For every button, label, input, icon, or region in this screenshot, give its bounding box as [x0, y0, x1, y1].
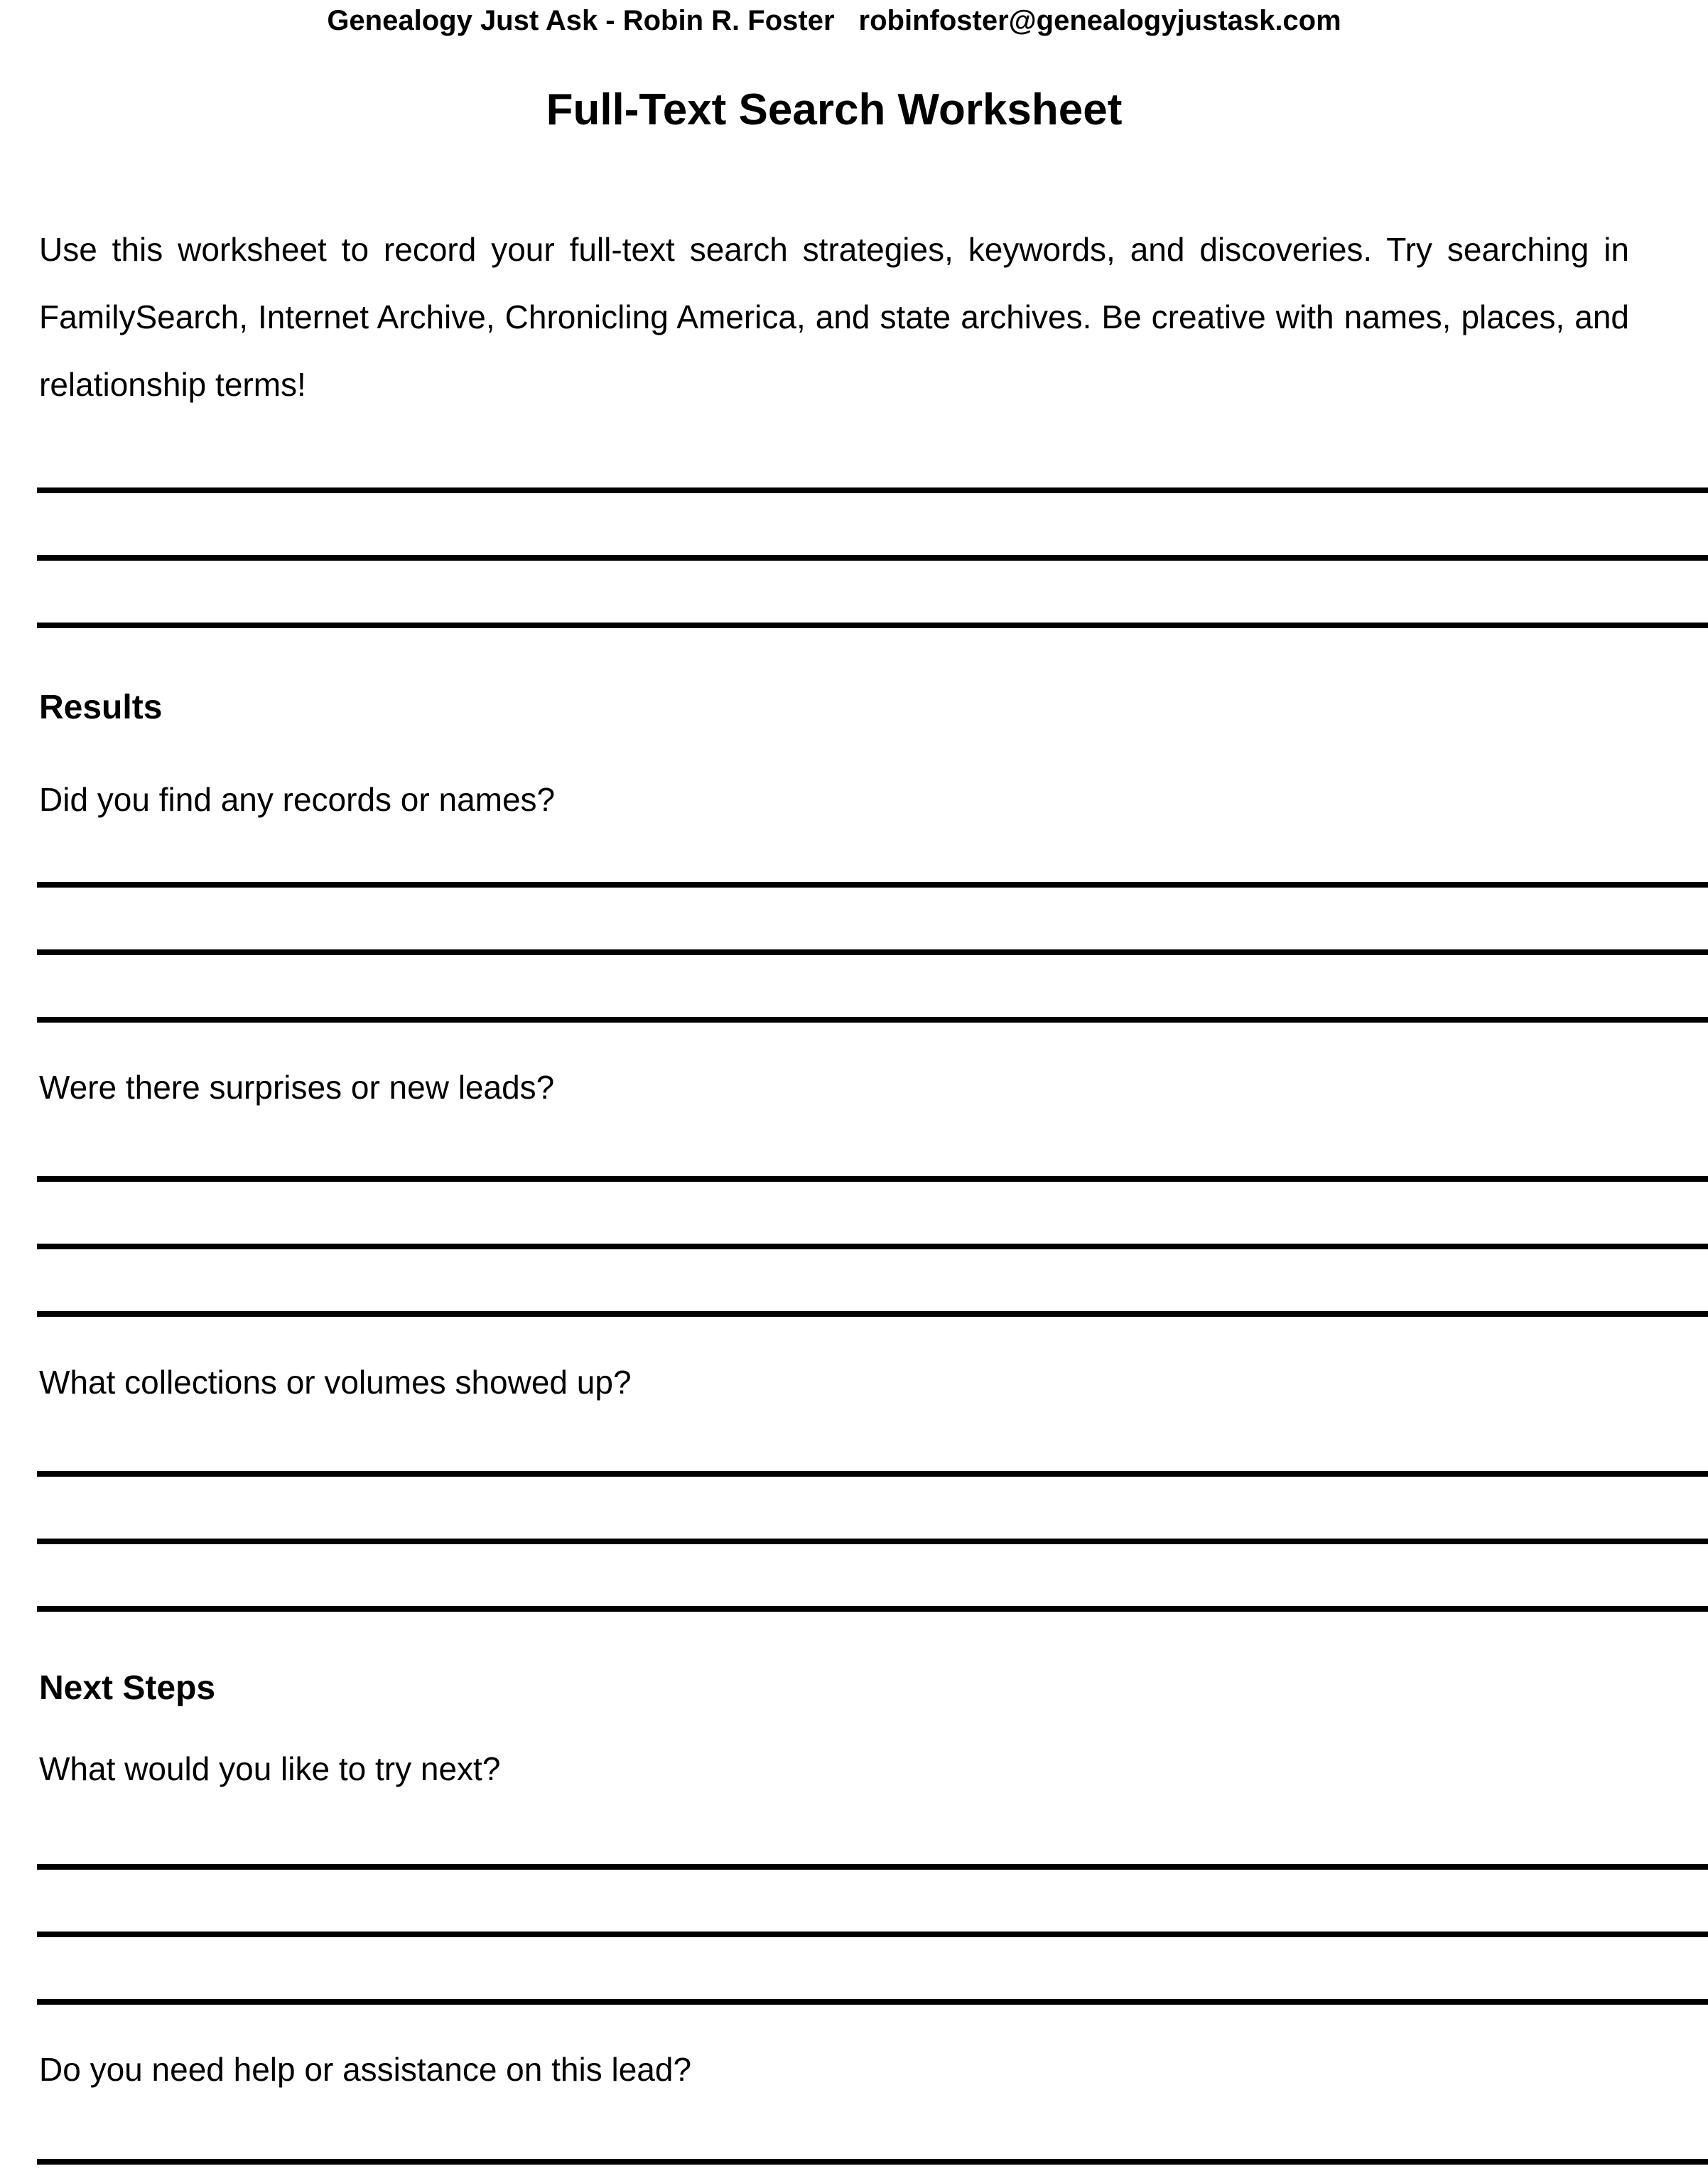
section-heading-next-steps: Next Steps	[39, 1669, 216, 1707]
section-heading-results: Results	[39, 689, 163, 726]
header-email: robinfoster@genealogyjustask.com	[858, 5, 1341, 36]
header-byline: Genealogy Just Ask - Robin R. Foster	[327, 5, 835, 36]
answer-line	[37, 1606, 1708, 1612]
question-surprises-or-leads: Were there surprises or new leads?	[39, 1069, 555, 1106]
answer-line	[37, 1539, 1708, 1544]
answer-line	[37, 2159, 1708, 2165]
answer-line	[37, 1244, 1708, 1249]
question-need-help: Do you need help or assistance on this lead?	[39, 2051, 692, 2088]
answer-line	[37, 487, 1708, 493]
answer-line	[37, 1864, 1708, 1870]
answer-line	[37, 1932, 1708, 1937]
answer-line	[37, 1017, 1708, 1023]
answer-line	[37, 1176, 1708, 1182]
answer-line	[37, 623, 1708, 628]
page-title: Full-Text Search Worksheet	[546, 85, 1123, 134]
answer-line	[37, 1311, 1708, 1317]
question-try-next: What would you like to try next?	[39, 1750, 501, 1787]
question-records-or-names: Did you find any records or names?	[39, 781, 556, 818]
answer-line	[37, 949, 1708, 955]
answer-line	[37, 1999, 1708, 2005]
answer-line	[37, 1471, 1708, 1477]
document-header	[39, 4, 1629, 37]
answer-line	[37, 555, 1708, 561]
intro-paragraph: Use this worksheet to record your full-text search strategies, keywords, and discoveries. Try searching in FamilySearch, Internet Archive, Chronicling America, and state archives. Be creative with names, places, and relationship terms!	[39, 231, 1629, 403]
question-collections-or-volumes: What collections or volumes showed up?	[39, 1364, 632, 1401]
answer-line	[37, 882, 1708, 888]
